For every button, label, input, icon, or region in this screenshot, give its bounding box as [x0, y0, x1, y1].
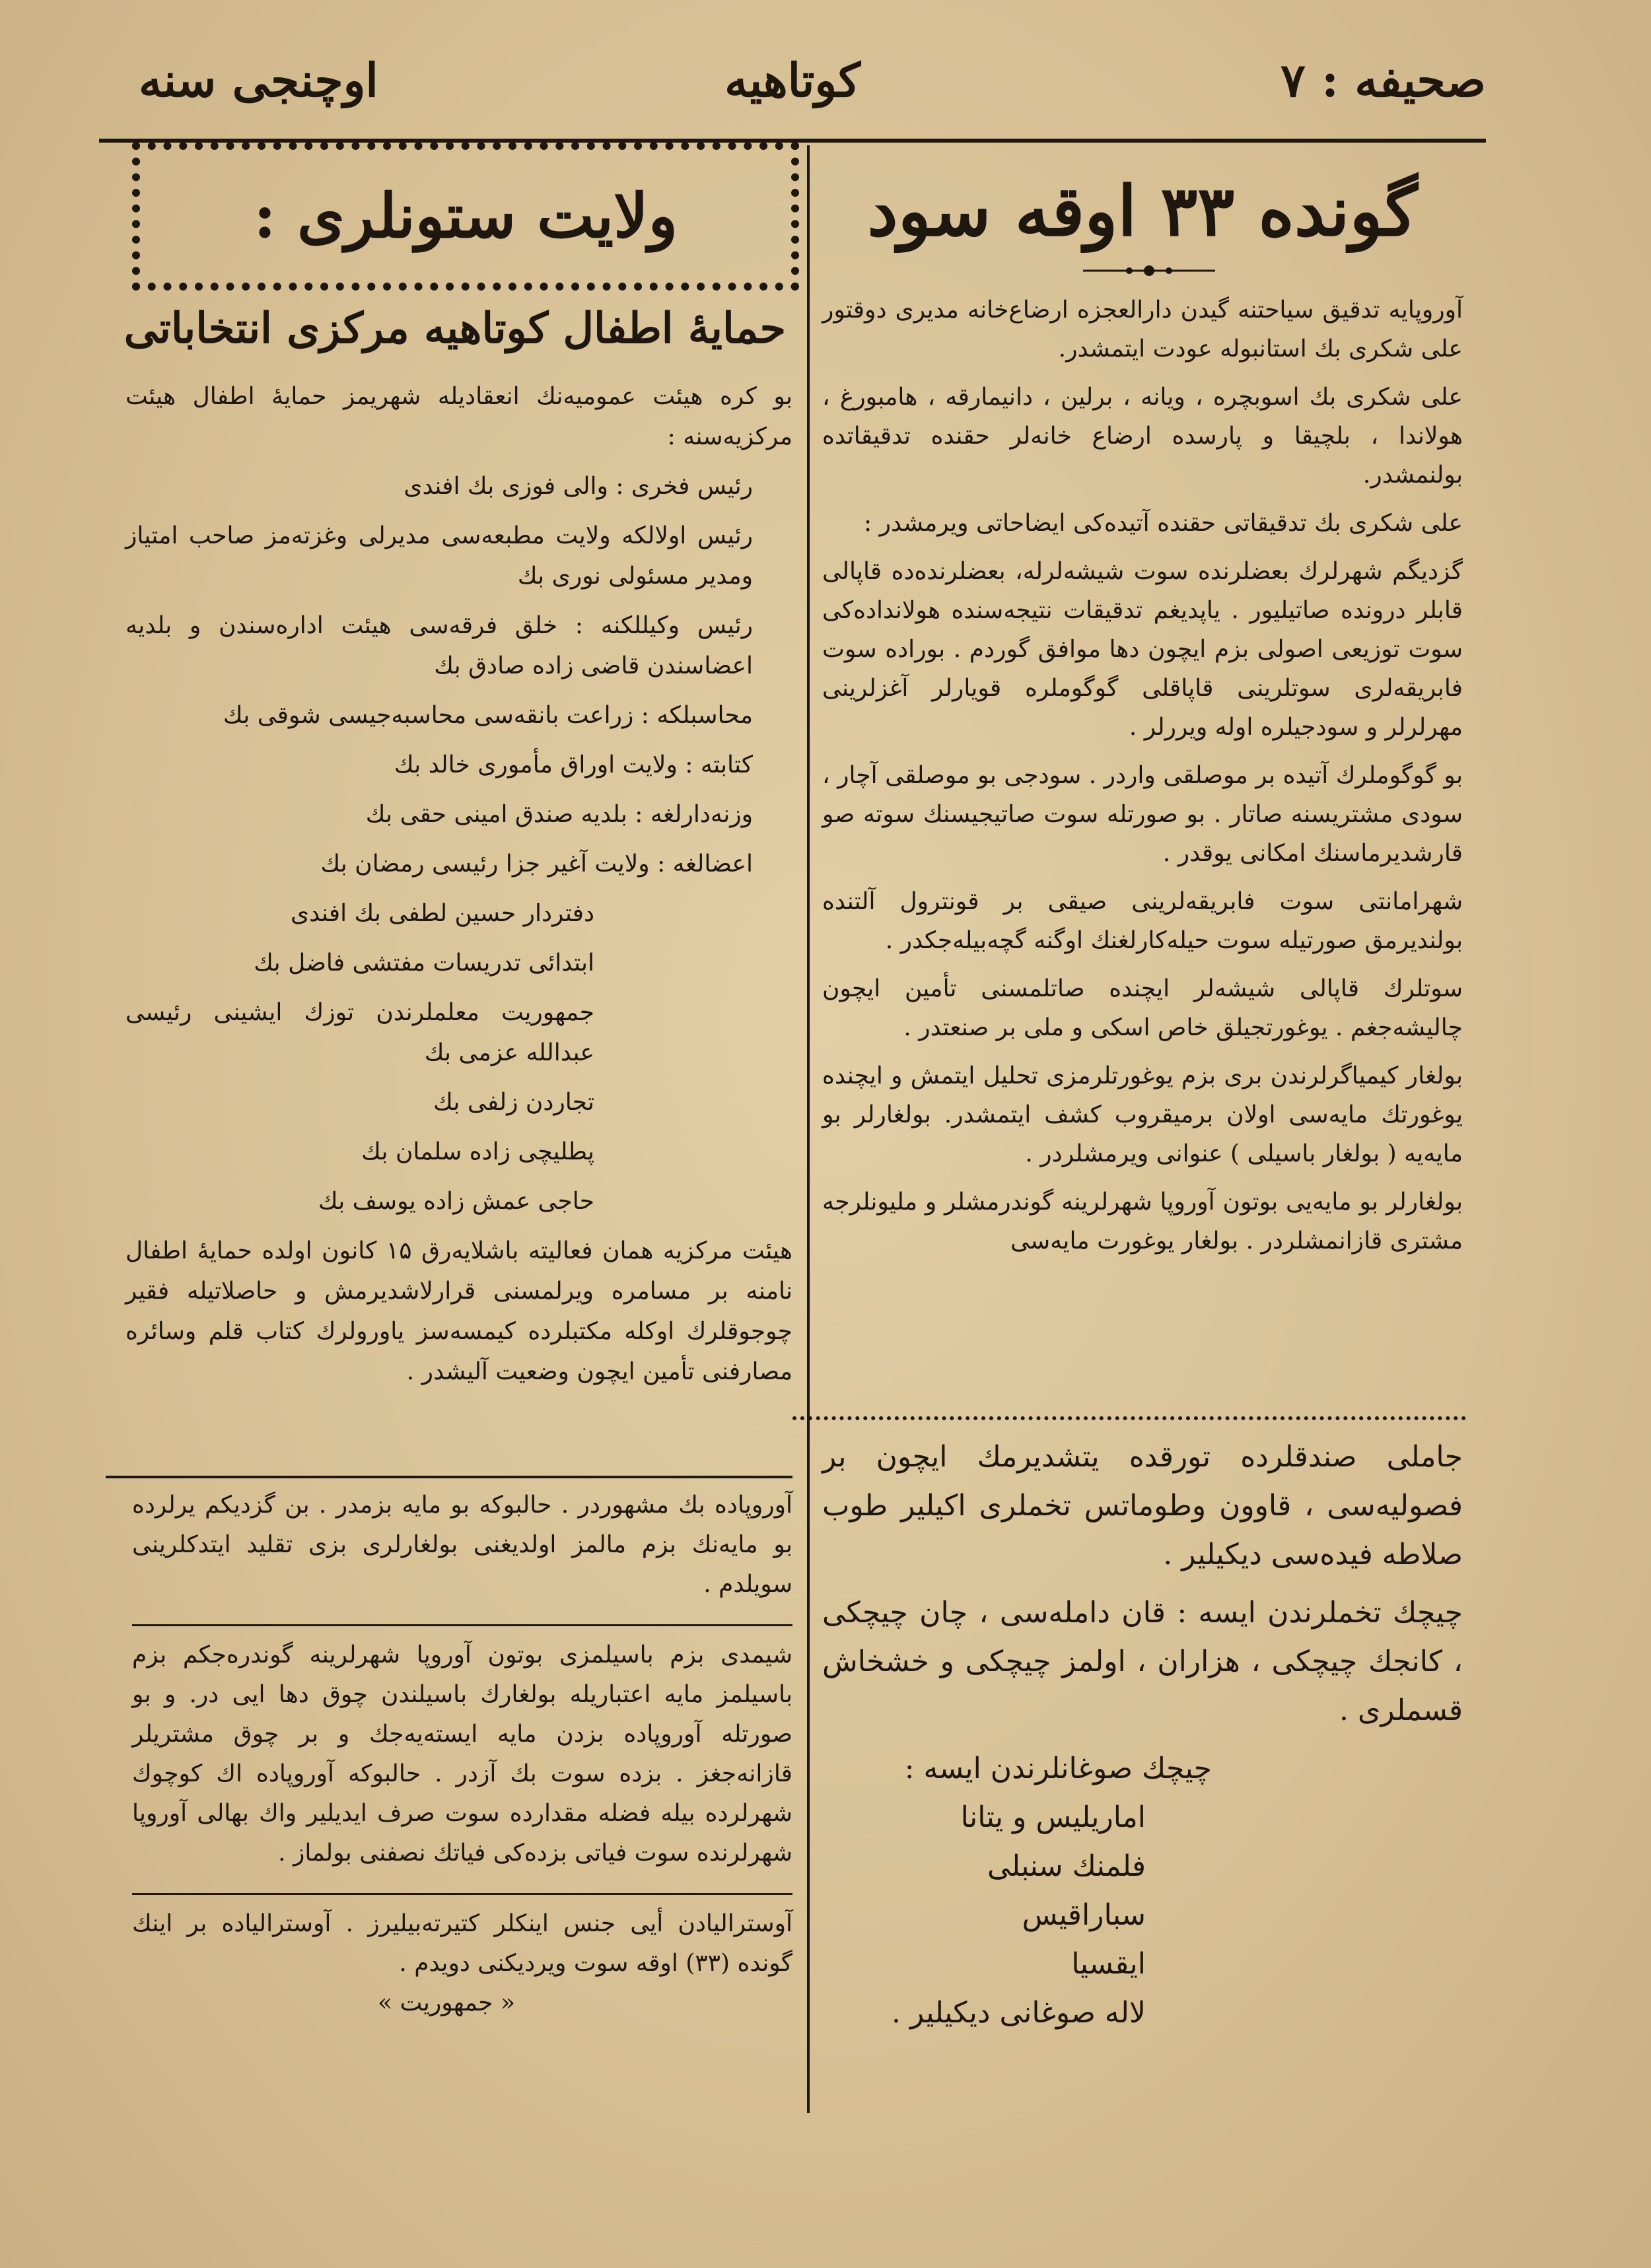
dotted-rule: [792, 1416, 1466, 1420]
article-title: حمایهٔ اطفال کوتاهیه مرکزی انتخاباتی: [123, 304, 786, 353]
page-number: صحیفه : ۷: [1281, 53, 1486, 108]
article-paragraph: چیچك صوغانلرندن ایسه :: [904, 1752, 1212, 1785]
article-paragraph: کتابته : ولایت اوراق مأموری خالد بك: [394, 751, 753, 778]
right-second-article: [822, 1433, 1463, 2038]
article-paragraph: رئیس فخری : والی فوزی بك افندی: [404, 473, 753, 500]
article-paragraph: چیچك تخملرندن ایسه : قان داملەسی ، چان چیچکی ، کانجك چیچکی ، هزاران ، اولمز چیچکی و خشخاش قسملری .: [822, 1596, 1463, 1727]
article-paragraph: آوروپایه تدقیق سیاحتنه گیدن دارالعجزه ارضاع‌خانه مدیری دوقتور علی شکری بك استانبوله عودت ایتمشدر.: [822, 296, 1463, 362]
section-rule: [106, 1476, 792, 1478]
article-paragraph: وزنه‌دارلغه : بلدیه صندق امینی حقی بك: [365, 801, 753, 828]
right-headline: گونده ۳۳ اوقه سود: [867, 170, 1418, 252]
article-paragraph: شهرامانتی سوت فابریقه‌لرینی صیقی بر قونترول آلتنده بولندیرمق صورتیله سوت حیله‌کارلغنك اوگنه گچه‌بیله‌جکدر .: [822, 888, 1463, 954]
article-paragraph: جاملی صندقلرده تورقده یتشدیرمك ایچون بر فصولیه‌سی ، قاوون وطوماتس تخملری اکیلیر طوب صلاطه فیده‌سی دیکیلیر .: [822, 1440, 1463, 1571]
article-paragraph: جمهوریت معلملرندن توزك ایشینی رئیسی عبدالله عزمی بك: [125, 999, 594, 1066]
article-paragraph: محاسبلکه : زراعت بانقه‌سی محاسبه‌جیسی شوقی بك: [223, 702, 753, 729]
article-paragraph: تجاردن زلفی بك: [433, 1089, 594, 1116]
list-item: ایقسیا: [1071, 1947, 1146, 1981]
article-paragraph: علی شکری بك اسوبچره ، ویانه ، برلین ، دانیمارقه ، هامبورغ ، هولاندا ، بلچیقا و پارسده ارضاع خانه‌لر حقنده تدقیقاتده بولنمشدر.: [822, 384, 1463, 489]
article-paragraph: پطلیچی زاده سلمان بك: [361, 1138, 594, 1165]
section-title: ولایت ستونلری :: [253, 180, 678, 252]
list-item: اماریلیس و یتانا: [960, 1801, 1146, 1834]
year-label: اوچنجی سنه: [139, 53, 378, 108]
left-second-article: [132, 1486, 792, 2023]
page-header: [99, 46, 1486, 145]
article-paragraph: بو گوگوملرك آتیده بر موصلقی واردر . سودجی بو موصلقی آچار ، سودی مشتریسنه صاتار . بو صورتله سوت صاتیجیسنك سوته صو قارشدیرماسنك امکانی یوقدر .: [822, 762, 1463, 867]
article-paragraph: شیمدی بزم باسیلمزی بوتون آوروپا شهرلرینه گوندره‌جکم بزم باسیلمز مایه اعتباریله بولغارك باسیلندن چوق دها ایی در. و بو صورتله آوروپاده بزدن مایه ایسته‌یه‌جك و بر چوق مشتریلر قازانه‌جغز . بزده سوت بك آزدر . حالبوکه آوروپاده اك کوچوك شهرلرده بیله فضله مقدارده سوت صرف ایدیلیر واك بهالی آوروپا شهرلرنده سوت فیاتی بزده‌کی فیاتك نصفنی بولماز .: [132, 1624, 792, 1873]
article-paragraph: سوتلرك قاپالی شیشه‌لر ایچنده صاتلمسنی تأمین ایچون چالیشه‌جغم . یوغورتجیلق خاص اسکی و ملی بر صنعتدر .: [822, 975, 1463, 1041]
article-paragraph: بو کره هیئت عمومیه‌نك انعقادیله شهریمز حمایهٔ اطفال هیئت مرکزیه‌سنه :: [125, 383, 792, 450]
article-paragraph: دفتردار حسین لطفی بك افندی: [290, 900, 594, 927]
article-paragraph: هیئت مرکزیه همان فعالیته باشلایه‌رق ۱۵ کانون اولده حمایهٔ اطفال نامنه بر مسامره ویرلمسنی قرارلاشدیرمش و حاصلاتیله فقیر چوجوقلرك اوکلە مکتبلرده کیمسه‌سز یاورولرك کتاب قلم وسائره مصارفنی تأمین ایچون وضعیت آلیشدر .: [125, 1237, 792, 1385]
ornament-divider: [1083, 261, 1215, 281]
article-paragraph: حاجی عمش زاده یوسف بك: [318, 1188, 594, 1215]
article-paragraph: اعضالغه : ولایت آغیر جزا رئیسی رمضان بك: [320, 850, 753, 877]
list-item: فلمنك سنبلی: [987, 1849, 1146, 1883]
article-paragraph: بولغارلر بو مایه‌یی بوتون آوروپا شهرلرینه گوندرمشلر و ملیونلرجه مشتری قازانمشلردر . بولغار یوغورت مایه‌سی: [822, 1188, 1463, 1254]
article-paragraph: رئیس وکیللکنه : خلق فرقه‌سی هیئت اداره‌سندن و بلدیه اعضاسندن قاضی زاده صادق بك: [125, 612, 753, 679]
article-paragraph: آوستراليادن أیی جنس اینکلر کتیرته‌بیلیرز . آوستراليادە بر اینك گونده (۳۳) اوقه سوت ویردیکنی دویدم .: [132, 1893, 792, 1983]
article-paragraph: ابتدائی تدریسات مفتشی فاضل بك: [254, 949, 594, 977]
article-paragraph: آوروپاده بك مشهوردر . حالبوکه بو مایه بزمدر . بن گزدیکم یرلرده بو مایه‌نك بزم مالمز اولدیغنی بولغارلری بزی تقلید ایتدکلرینی سویلدم .: [132, 1492, 792, 1598]
article-paragraph: رئیس اولالکه ولایت مطبعه‌سی مدیرلی وغزته‌مز صاحب امتیاز ومدیر مسئولی نوری بك: [125, 522, 753, 590]
article-source: « جمهوریت »: [378, 1989, 515, 2016]
left-article: [125, 376, 792, 1392]
article-paragraph: بولغار کیمیاگرلرندن بری بزم یوغورتلرمزی تحلیل ایتمش و ایچنده یوغورتك مایه‌سی اولان برمیقروب کشف ایتمشدر. بولغارلر بو مایه‌یه ( بولغار باسیلی ) عنوانی ویرمشلردر .: [822, 1062, 1463, 1167]
right-article: [822, 291, 1463, 1260]
list-item: لاله صوغانی دیکیلیر .: [892, 1996, 1146, 2030]
list-item: سباراقیس: [1022, 1898, 1146, 1932]
newspaper-title: کوتاهیه: [724, 53, 861, 108]
column-divider: [807, 145, 810, 2113]
article-paragraph: گزدیگم شهرلرك بعضلرنده سوت شیشه‌لرله، بعضلرنده‌ده قاپالی قابلر درونده صاتیلیور . یاپدیغم تدقیقات نتیجه‌سنده هولانداده‌کی سوت توزیعی اصولی بزم ایچون دها موافق گوردم . بوراده سوت فابریقه‌لری سوتلرینی قاپاقلی گوگوملره قویارلر آغزلرینی مهرلرلر و سودجیلره اوله ویررلر .: [822, 558, 1463, 741]
article-paragraph: علی شکری بك تدقیقاتی حقنده آتیده‌کی ایضاحاتی ویرمشدر :: [864, 510, 1463, 537]
